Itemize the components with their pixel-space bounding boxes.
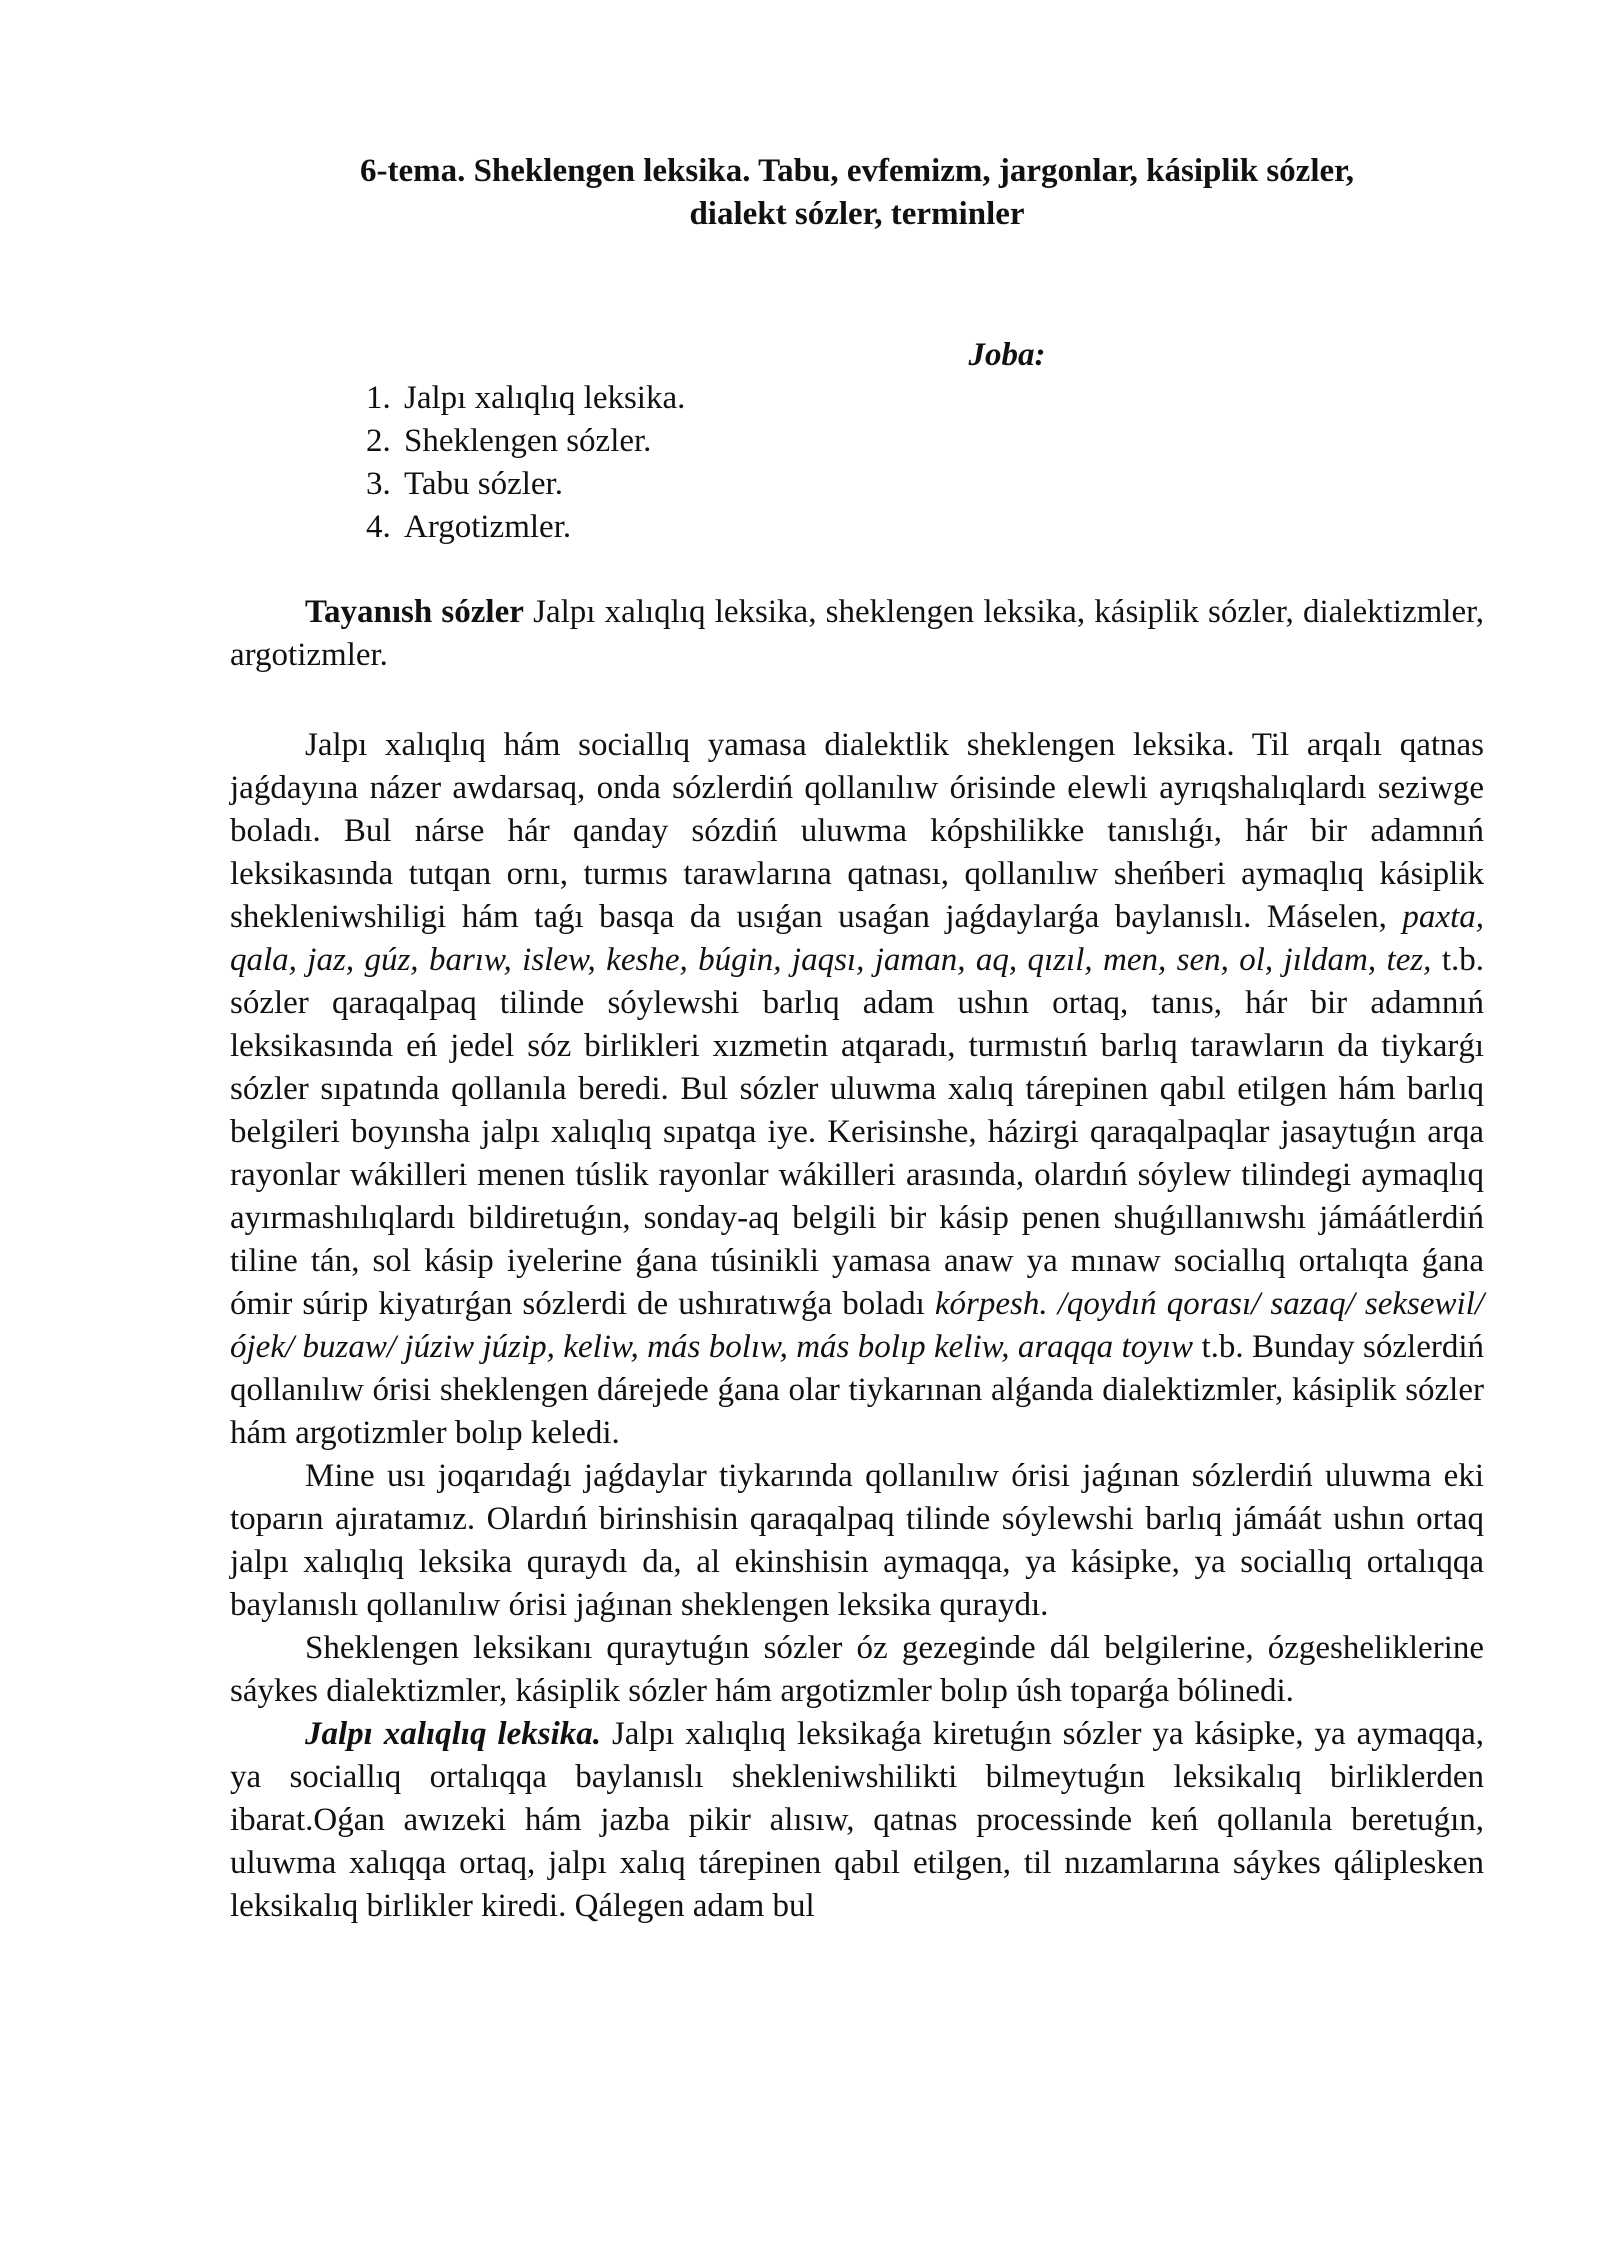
body-paragraph-1 — [230, 724, 1484, 1455]
plan-item-number: 1. — [366, 380, 391, 416]
title-line-1: 6-tema. Sheklengen leksika. Tabu, evfemizm, jargonlar, kásiplik sózler, — [359, 153, 1355, 189]
plan-item-number: 4. — [366, 509, 391, 545]
keywords-label: Tayanısh sózler — [305, 594, 524, 630]
plan-item-text: Jalpı xalıqlıq leksika. — [404, 380, 686, 416]
plan-item-number: 2. — [366, 423, 391, 459]
document-page — [230, 150, 1484, 1928]
plan-item — [366, 463, 1484, 506]
page-title — [230, 150, 1484, 236]
p1-text-a: Jalpı xalıqlıq hám sociallıq yamasa dialektlik sheklengen leksika. Til arqalı qatnas jaǵdayına názer awdarsaq, onda sózlerdiń qollanılıw órisinde elewli ayrıqshalıqlardı seziwge boladı. Bul nárse hár qanday sózdiń uluwma kópshilikke tanıslıǵı, hár bir adamnıń leksikasında tutqan ornı, turmıs tarawlarına qatnası, qollanılıw sheńberi aymaqlıq kásiplik shekleniwshiligi hám taǵı basqa da usıǵan usaǵan jaǵdaylarǵa baylanıslı. Máselen, — [230, 727, 1484, 935]
plan-item-text: Sheklengen sózler. — [404, 423, 652, 459]
title-line-2: dialekt sózler, terminler — [689, 196, 1025, 232]
section-heading-jalpi: Jalpı xalıqlıq leksika. — [305, 1716, 601, 1752]
plan-item-text: Tabu sózler. — [404, 466, 563, 502]
plan-list — [230, 377, 1484, 549]
p1-examples-1: paxta, qala, jaz, gúz, barıw, islew, keshe, búgin, jaqsı, jaman, aq, qızıl, men, sen, ol, jıldam, tez, — [230, 899, 1484, 978]
keywords-paragraph — [230, 591, 1484, 677]
plan-item — [366, 506, 1484, 549]
body-paragraph-4 — [230, 1713, 1484, 1928]
p1-examples-2: kórpesh. /qoydıń qorası/ sazaq/ seksewil/ ójek/ buzaw/ júziw júzip, keliw, más bolıw, más bolıp keliw, araqqa toyıw — [230, 1286, 1485, 1365]
plan-heading: Joba: — [968, 337, 1046, 373]
body-paragraph-3: Sheklengen leksikanı quraytuǵın sózler óz gezeginde dál belgilerine, ózgesheliklerine sáykes dialektizmler, kásiplik sózler hám argotizmler bolıp úsh toparǵa bólinedi. — [230, 1630, 1484, 1709]
p1-text-c: t.b. Bunday sózlerdiń qollanılıw órisi sheklengen dárejede ǵana olar tiykarınan alǵanda dialektizmler, kásiplik sózler hám argotizmler bolıp keledi. — [230, 1329, 1485, 1451]
p4-text: Jalpı xalıqlıq leksikaǵa kiretuǵın sózler ya kásipke, ya aymaqqa, ya sociallıq ortalıqqa baylanıslı shekleniwshilikti bilmeytuǵın leksikalıq birliklerden ibarat.Oǵan awızeki hám jazba pikir alısıw, qatnas processinde keń qollanıla beretuǵın, uluwma xalıqqa ortaq, jalpı xalıq tárepinen qabıl etilgen, til nızamlarına sáykes qáliplesken leksikalıq birlikler kiredi. Qálegen adam bul — [230, 1716, 1484, 1924]
plan-item-number: 3. — [366, 466, 391, 502]
plan-item — [366, 377, 1484, 420]
p1-text-b: t.b. sózler qaraqalpaq tilinde sóylewshi barlıq adam ushın ortaq, tanıs, hár bir adamnıń leksikasında eń jedel sóz birlikleri xızmetin atqaradı, turmıstıń barlıq tarawların da tiykarǵı sózler sıpatında qollanıla beredi. Bul sózler uluwma xalıq tárepinen qabıl etilgen hám barlıq belgileri boyınsha jalpı xalıqlıq sıpatqa iye. Kerisinshe, házirgi qaraqalpaqlar jasaytuǵın arqa rayonlar wákilleri menen túslik rayonlar wákilleri arasında, olardıń sóylew tilindegi aymaqlıq ayırmashılıqlardı bildiretuǵın, sonday-aq belgili bir kásip penen shuǵıllanıwshı jámáátlerdiń tiline tán, sol kásip iyelerine ǵana túsinikli yamasa anaw ya mınaw sociallıq ortalıqta ǵana ómir súrip kiyatırǵan sózlerdi de ushıratıwǵa boladı — [230, 942, 1484, 1322]
keywords-text: Jalpı xalıqlıq leksika, sheklengen leksika, kásiplik sózler, dialektizmler, argotizmler. — [230, 594, 1485, 673]
plan-item-text: Argotizmler. — [404, 509, 572, 545]
body-paragraph-2: Mine usı joqarıdaǵı jaǵdaylar tiykarında qollanılıw órisi jaǵınan sózlerdiń uluwma eki toparın ajıratamız. Olardıń birinshisin qaraqalpaq tilinde sóylewshi barlıq jámáát ushın ortaq jalpı xalıqlıq leksika quraydı da, al ekinshisin aymaqqa, ya kásipke, ya sociallıq ortalıqqa baylanıslı qollanılıw órisi jaǵınan sheklengen leksika quraydı. — [230, 1458, 1484, 1623]
plan-item — [366, 420, 1484, 463]
